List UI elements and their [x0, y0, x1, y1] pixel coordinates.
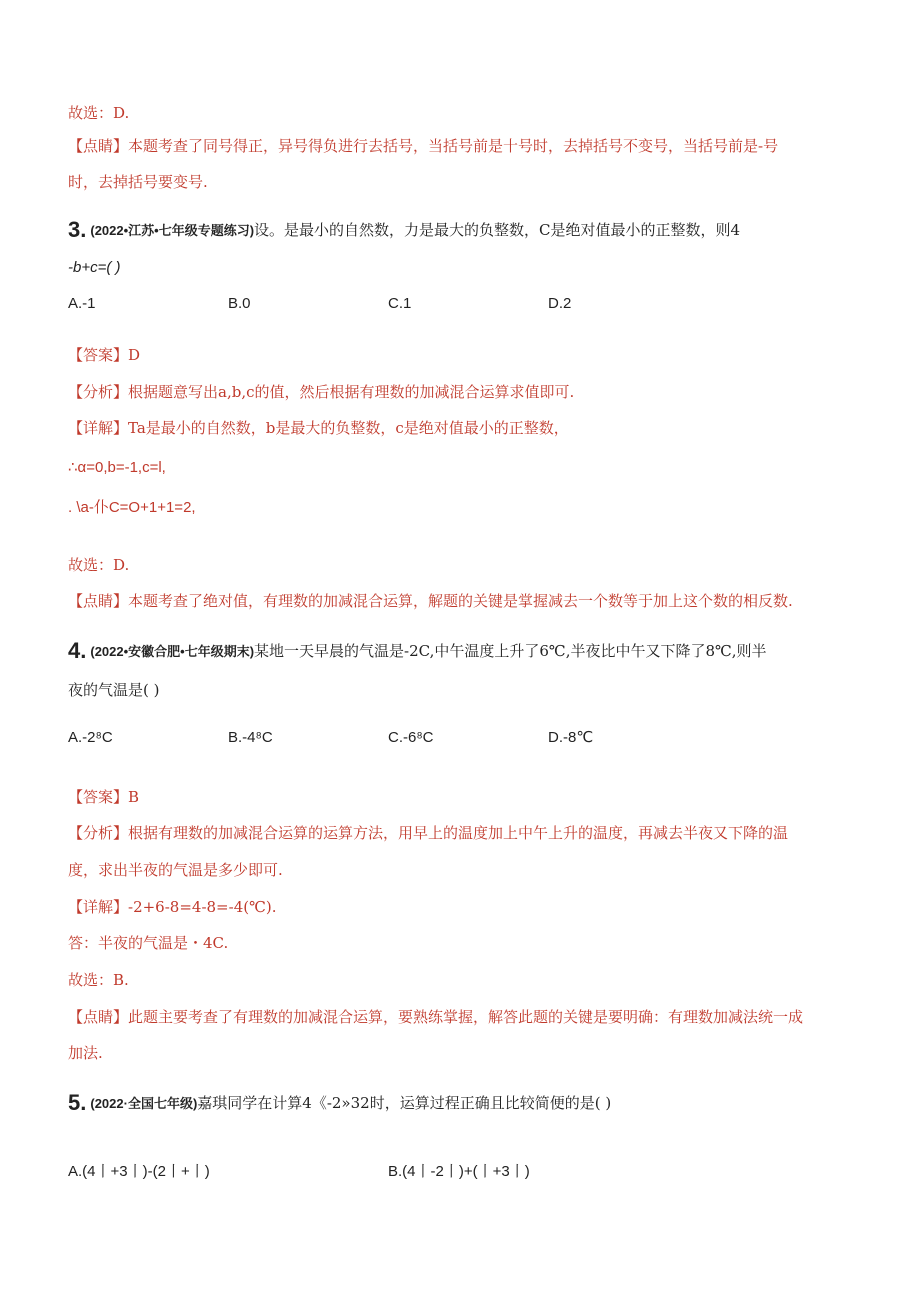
q4-option-d: D.-8℃ — [548, 729, 594, 746]
q3-step1: ∴α=0,b=-1,c=l, — [68, 459, 166, 476]
q3-option-a: A.-1 — [68, 295, 96, 312]
q3-stem-line2: -b+c=( ) — [68, 259, 121, 276]
q5-stem-line1 — [68, 1090, 612, 1115]
q4-source: (2022•安徽合肥•七年级期末) — [90, 644, 255, 659]
q3-detail: 【详解】Ta是最小的自然数，b是最大的负整数，c是绝对值最小的正整数， — [68, 419, 569, 437]
q4-option-b: B.-4⁸C — [228, 729, 273, 746]
q3-number: 3. — [68, 217, 87, 242]
q3-result: 故选：D. — [68, 556, 130, 574]
q4-stem-line2: 夜的气温是( ) — [68, 681, 160, 699]
q3-comment: 【点睛】本题考查了绝对值，有理数的加减混合运算，解题的关键是掌握减去一个数等于加上这个数的相反数. — [68, 592, 793, 610]
q4-stem-line1 — [68, 638, 767, 663]
q4-option-a: A.-2⁸C — [68, 729, 113, 746]
q3-source: (2022•江苏•七年级专题练习) — [90, 223, 255, 238]
q3-option-d: D.2 — [548, 295, 572, 312]
top-result: 故选：D. — [68, 104, 130, 122]
q5-option-b: B.(4丨-2丨)+(丨+3丨) — [388, 1163, 530, 1180]
q3-stem-text: 设。是最小的自然数，力是最大的负整数，C是绝对值最小的正整数，则4 — [254, 221, 741, 239]
q5-stem-text: 嘉琪同学在计算4《-2»32时，运算过程正确且比较简便的是( ) — [197, 1094, 612, 1112]
top-comment-line1: 【点睛】本题考查了同号得正，异号得负进行去括号，当括号前是十号时，去掉括号不变号，当括号前是-号 — [68, 137, 779, 155]
q4-comment-line1: 【点睛】此题主要考查了有理数的加减混合运算，要熟练掌握，解答此题的关键是要明确：有理数加减法统一成 — [68, 1008, 804, 1026]
q4-result: 故选：B. — [68, 971, 129, 989]
q5-source: (2022·全国七年级) — [90, 1096, 198, 1111]
q3-analysis: 【分析】根据题意写出a,b,c的值，然后根据有理数的加减混合运算求值即可. — [68, 383, 575, 401]
q4-number: 4. — [68, 638, 87, 663]
q5-number: 5. — [68, 1090, 87, 1115]
q3-option-c: C.1 — [388, 295, 412, 312]
q4-analysis-line2: 度，求出半夜的气温是多少即可. — [68, 861, 283, 879]
q3-answer: 【答案】D — [68, 346, 141, 364]
q4-answer: 【答案】B — [68, 788, 140, 806]
q4-comment-line2: 加法. — [68, 1044, 103, 1062]
q4-analysis-line1: 【分析】根据有理数的加减混合运算的运算方法，用早上的温度加上中午上升的温度，再减去半夜又下降的温 — [68, 824, 789, 842]
q3-stem-line1 — [68, 217, 741, 242]
q3-step2: . \a-仆C=O+1+1=2, — [68, 499, 196, 516]
q4-reply: 答：半夜的气温是・4C. — [68, 934, 229, 952]
q5-option-a: A.(4丨+3丨)-(2丨+丨) — [68, 1163, 210, 1180]
q4-stem-text: 某地一天早晨的气温是-2C,中午温度上升了6℃,半夜比中午又下降了8℃,则半 — [254, 642, 767, 660]
q3-option-b: B.0 — [228, 295, 251, 312]
top-comment-line2: 时，去掉括号要变号. — [68, 173, 208, 191]
q4-detail: 【详解】-2+6-8=4-8=-4(℃). — [68, 898, 277, 916]
q4-option-c: C.-6⁸C — [388, 729, 434, 746]
